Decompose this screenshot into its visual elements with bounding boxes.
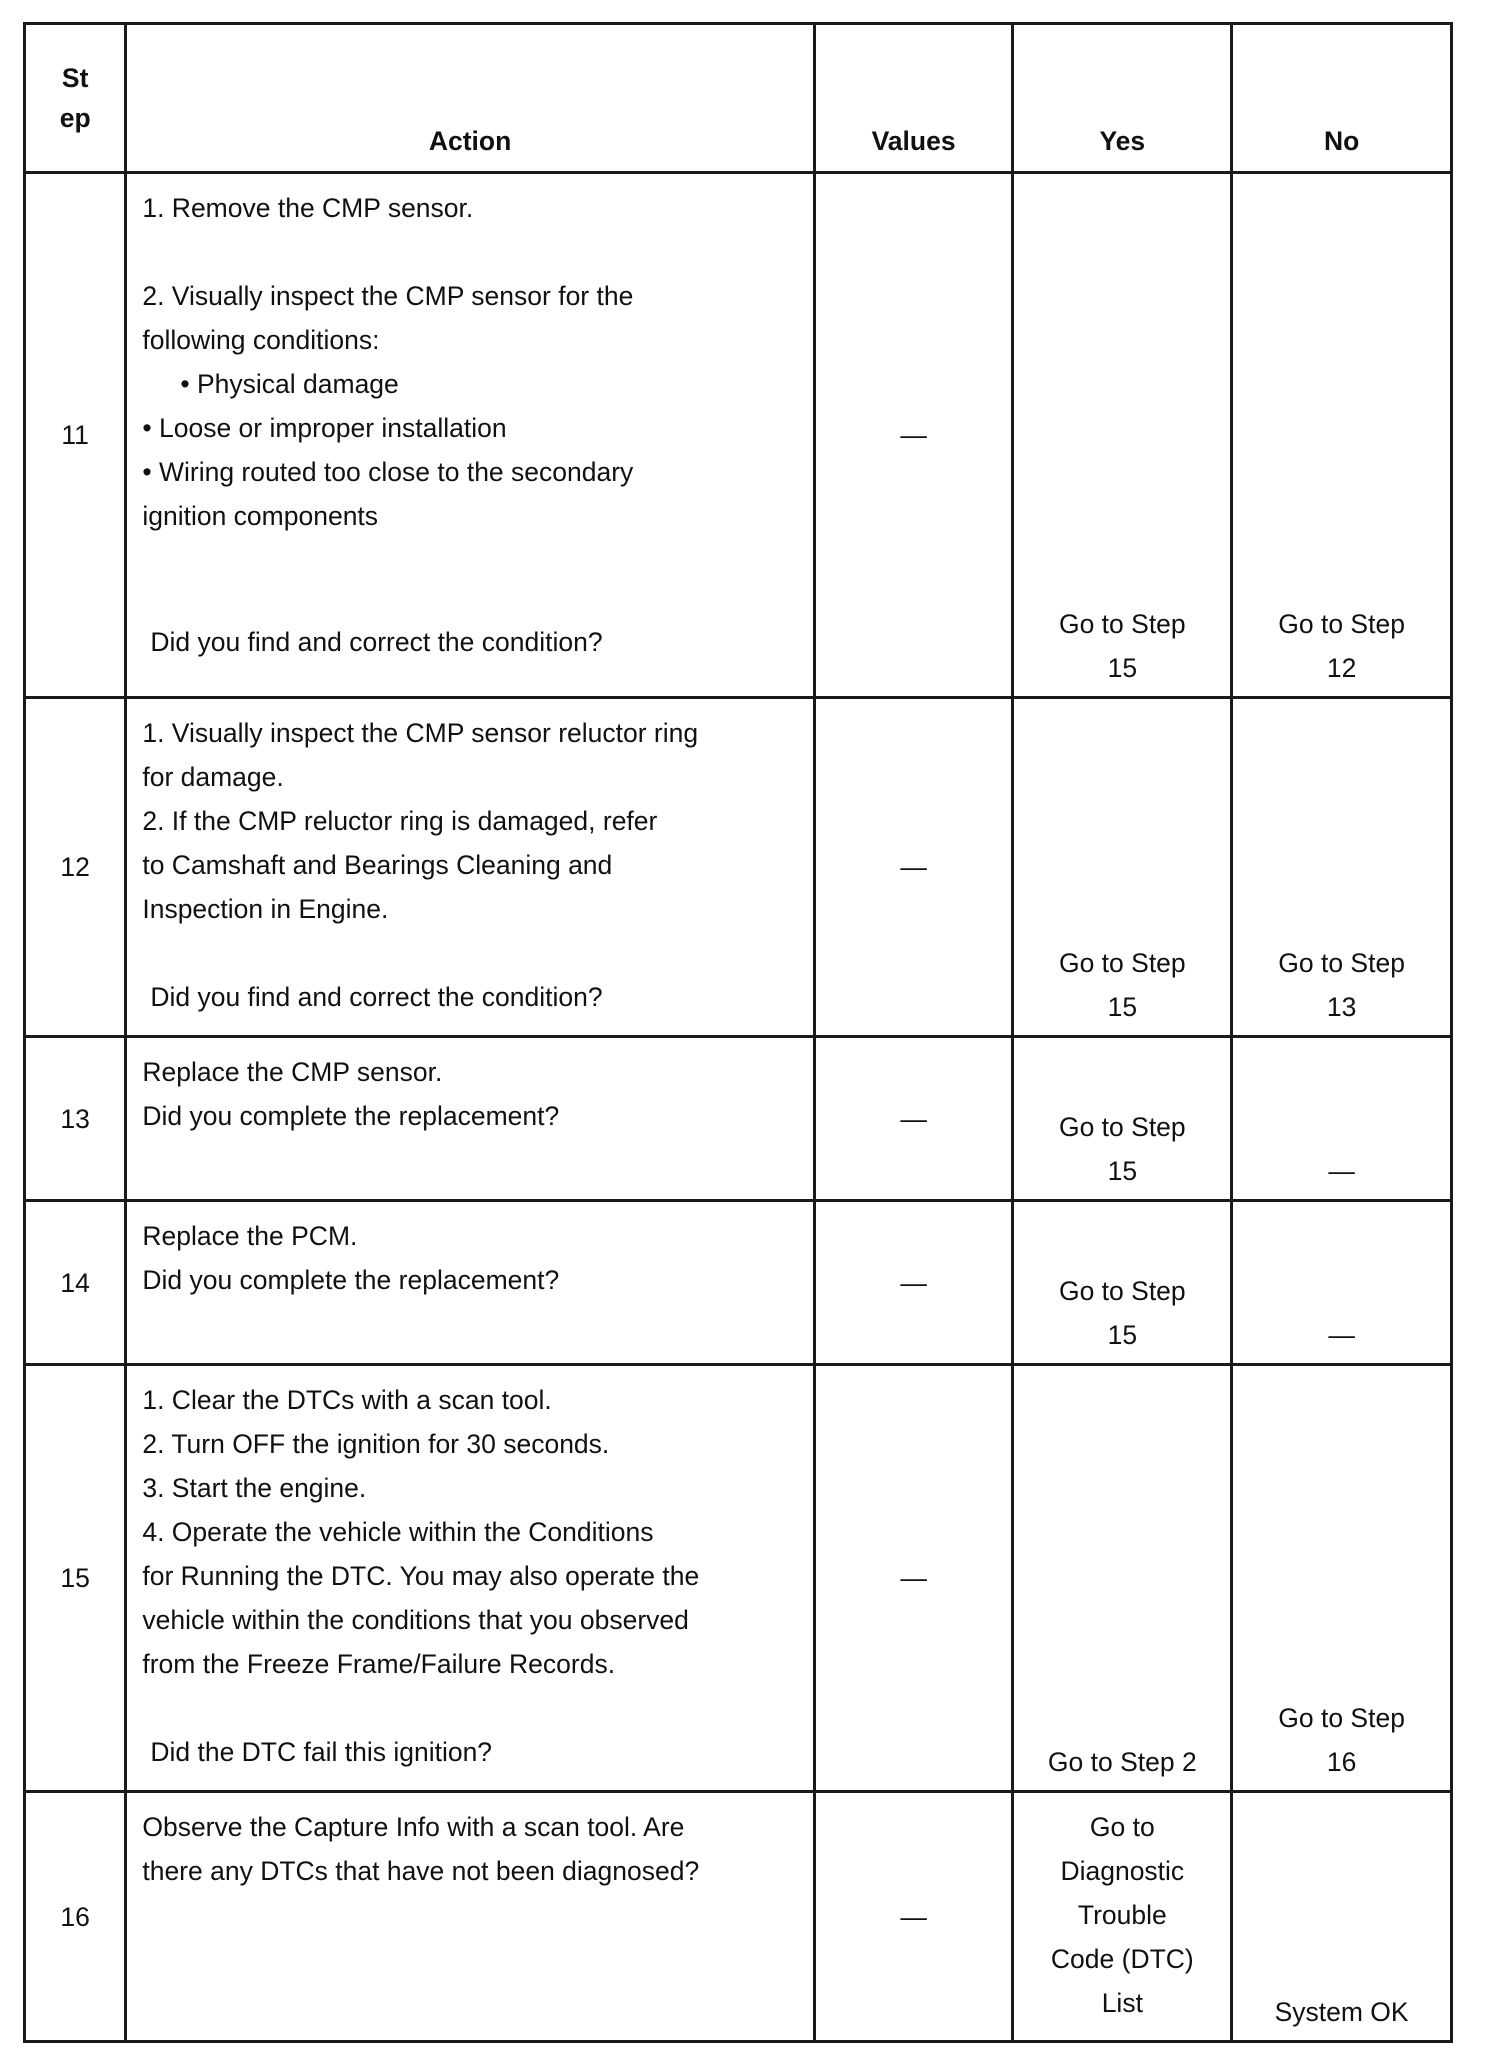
no-cell: Go to Step 16 — [1232, 1365, 1452, 1792]
table-row-step-12 — [25, 698, 1452, 1037]
yes-cell: Go to Step 15 — [1013, 698, 1232, 1037]
values-cell: — — [814, 1201, 1013, 1365]
action-question: Did you find and correct the condition? — [150, 627, 603, 657]
yes-cell: Go to Step 15 — [1013, 1201, 1232, 1365]
action-cell: 1. Remove the CMP sensor. 2. Visually inspect the CMP sensor for the following conditions: • Physical damage • Loose or improper installation • Wiring routed too close to the secondary ignition components Did you find and correct the condition? — [126, 173, 814, 698]
step-number: 13 — [25, 1037, 126, 1201]
table-header-row — [25, 24, 1452, 173]
no-cell: Go to Step 13 — [1232, 698, 1452, 1037]
yes-cell: Go to Step 15 — [1013, 173, 1232, 698]
no-cell: Go to Step 12 — [1232, 173, 1452, 698]
no-cell: System OK — [1232, 1792, 1452, 2042]
values-cell: — — [814, 1792, 1013, 2042]
table-row-step-14 — [25, 1201, 1452, 1365]
yes-cell: Go to Diagnostic Trouble Code (DTC) List — [1013, 1792, 1232, 2042]
step-number: 12 — [25, 698, 126, 1037]
table-row-step-15 — [25, 1365, 1452, 1792]
table-row-step-11 — [25, 173, 1452, 698]
step-number: 15 — [25, 1365, 126, 1792]
header-no: No — [1232, 24, 1452, 173]
table-row-step-13 — [25, 1037, 1452, 1201]
header-action: Action — [126, 24, 814, 173]
action-question: Did you find and correct the condition? — [150, 982, 603, 1012]
yes-cell: Go to Step 15 — [1013, 1037, 1232, 1201]
table-row-step-16 — [25, 1792, 1452, 2042]
action-cell: 1. Visually inspect the CMP sensor reluctor ring for damage. 2. If the CMP reluctor ring is damaged, refer to Camshaft and Bearings Cleaning and Inspection in Engine. Did you find and correct the condition? — [126, 698, 814, 1037]
no-cell: — — [1232, 1201, 1452, 1365]
values-cell: — — [814, 173, 1013, 698]
no-cell: — — [1232, 1037, 1452, 1201]
header-step: St ep — [25, 24, 126, 173]
action-cell: Observe the Capture Info with a scan tool. Are there any DTCs that have not been diagnosed? — [126, 1792, 814, 2042]
step-number: 11 — [25, 173, 126, 698]
values-cell: — — [814, 1037, 1013, 1201]
action-cell: Replace the CMP sensor. Did you complete the replacement? — [126, 1037, 814, 1201]
action-cell: Replace the PCM. Did you complete the replacement? — [126, 1201, 814, 1365]
header-values: Values — [814, 24, 1013, 173]
header-yes: Yes — [1013, 24, 1232, 173]
action-question: Did the DTC fail this ignition? — [150, 1737, 493, 1767]
values-cell: — — [814, 1365, 1013, 1792]
step-number: 16 — [25, 1792, 126, 2042]
action-cell: 1. Clear the DTCs with a scan tool. 2. Turn OFF the ignition for 30 seconds. 3. Start the engine. 4. Operate the vehicle within the Conditions for Running the DTC. You may also operate the vehicle within the conditions that you observed from the Freeze Frame/Failure Records. Did the DTC fail this ignition? — [126, 1365, 814, 1792]
yes-cell: Go to Step 2 — [1013, 1365, 1232, 1792]
diagnostic-step-table — [23, 22, 1453, 2043]
step-number: 14 — [25, 1201, 126, 1365]
values-cell: — — [814, 698, 1013, 1037]
